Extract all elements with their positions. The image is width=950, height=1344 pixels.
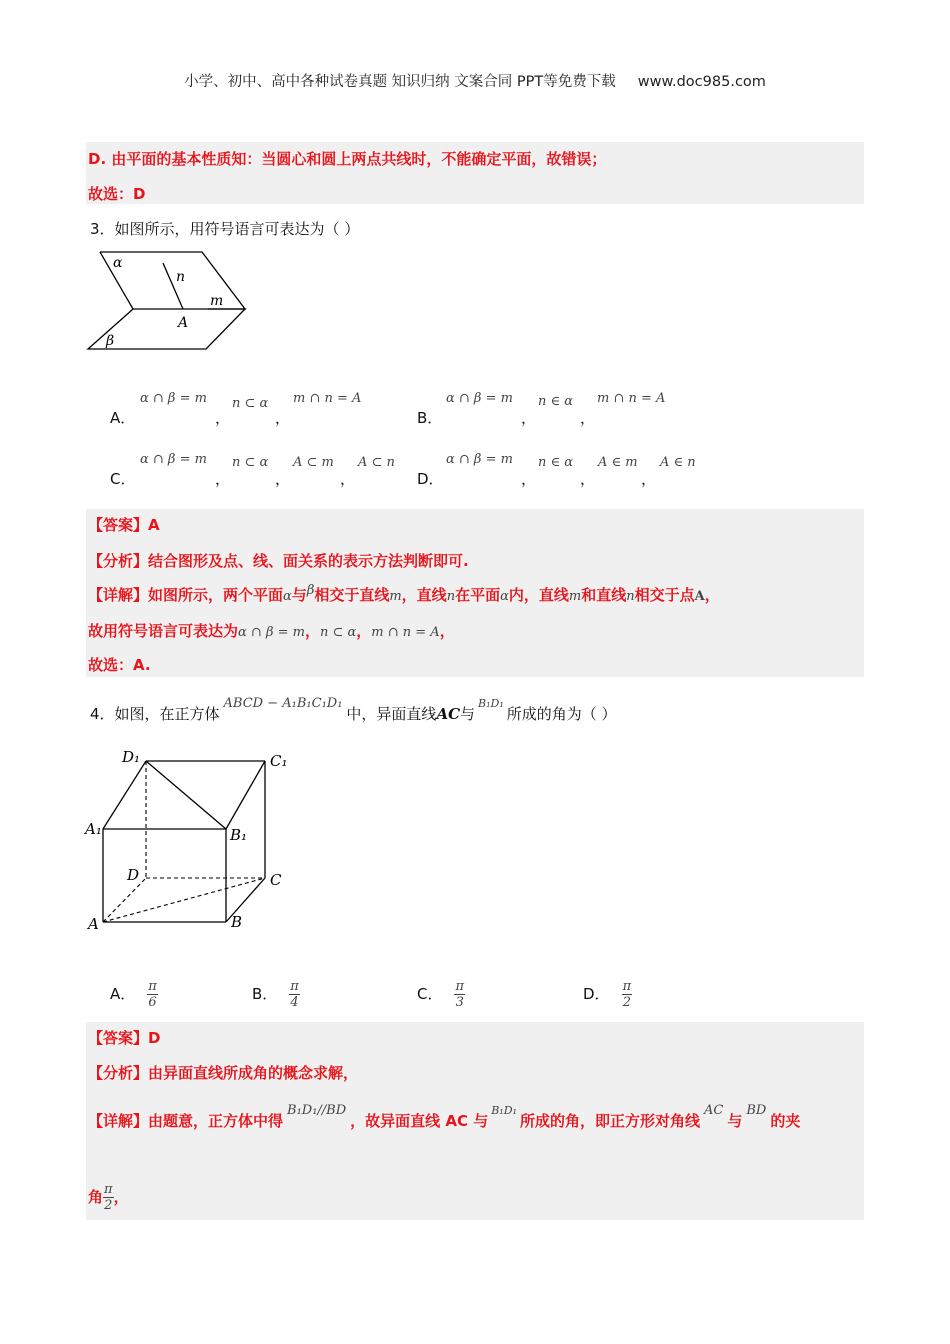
label-D: D (127, 866, 140, 884)
answer-box-q3 (86, 509, 864, 677)
q4-option-c-letter: C． (417, 985, 443, 1003)
frac-den: 2 (104, 1198, 113, 1213)
label-D1: D₁ (122, 748, 141, 766)
q3-option-a-expr2: n ⊂ α (232, 396, 269, 411)
q3-choose: 故选：A. (88, 656, 151, 674)
label-m: m (210, 293, 224, 309)
q3-detail-line2 (88, 620, 455, 641)
q4-detail-line1 (88, 1103, 801, 1131)
q4-detail2-text: ， (113, 1188, 129, 1206)
label-A1: A₁ (85, 820, 102, 838)
q3-stem: 3．如图所示，用符号语言可表达为（ ） (90, 220, 360, 238)
q4-option-d-frac (622, 979, 633, 1010)
q3-option-c-expr4: A ⊂ n (358, 455, 395, 470)
box1-choose: 故选：D (88, 185, 146, 203)
edge-C1B1 (226, 761, 265, 829)
frac-num: π (455, 979, 465, 994)
q3-detail-text: 在平面 (455, 586, 501, 604)
header-url[interactable]: www.doc985.com (637, 74, 766, 90)
q4-analysis: 【分析】由异面直线所成角的概念求解， (88, 1064, 359, 1082)
q4-detail-line2 (88, 1182, 129, 1213)
edge-AD (103, 878, 146, 922)
q4-detail-text: ，故异面直线 AC 与 (350, 1112, 489, 1130)
comma: ， (521, 409, 537, 427)
q3-detail-line1 (88, 584, 720, 605)
q4-option-b-letter: B． (252, 985, 278, 1003)
q4-detail-expr: AC (703, 1103, 724, 1118)
q4-option-c[interactable] (417, 979, 465, 1010)
q3-detail2-text: ， (439, 622, 455, 640)
q4-stem-text: 与 (460, 705, 476, 723)
q3-option-b-expr2: n ∈ α (538, 394, 574, 409)
q3-detail2-prefix: 故用符号语言可表达为 (88, 622, 239, 640)
q4-stem-ac: AC (436, 705, 461, 723)
frac-den: 6 (148, 995, 157, 1010)
label-C: C (270, 871, 282, 889)
q3-option-a-expr1: α ∩ β = m (140, 391, 207, 406)
q3-detail-alpha: α (283, 589, 292, 604)
q4-option-a[interactable] (110, 979, 158, 1010)
q4-detail-prefix: 【详解】由题意，正方体中得 (88, 1112, 284, 1130)
q4-option-b-frac (289, 979, 300, 1010)
q3-detail-text: ，直线 (401, 586, 447, 604)
label-C1: C₁ (270, 752, 288, 770)
q4-detail2-frac (103, 1182, 114, 1213)
label-B: B (231, 913, 243, 931)
q3-detail-beta: β (306, 583, 315, 598)
q4-detail-text: 与 (727, 1112, 743, 1130)
answer-box-q4 (86, 1022, 864, 1220)
q4-option-d[interactable] (583, 979, 632, 1010)
q3-detail-alpha: α (500, 589, 509, 604)
page-header (0, 70, 950, 91)
q3-detail2-text: ， (304, 622, 320, 640)
comma: ， (641, 470, 657, 488)
q3-detail-A: A (694, 589, 705, 604)
frac-den: 4 (290, 995, 299, 1010)
label-B1: B₁ (230, 826, 248, 844)
q4-detail-text: 所成的角，即正方形对角线 (519, 1112, 700, 1130)
answer-box-q2 (86, 142, 864, 204)
q3-option-b-expr3: m ∩ n = A (597, 391, 666, 406)
q4-stem-text: 中，异面直线 (346, 705, 437, 723)
q3-detail-n: n (446, 589, 456, 604)
q3-detail2-expr: α ∩ β = m (238, 625, 305, 640)
q3-detail-text: 和直线 (581, 586, 627, 604)
q4-stem-prefix: 4．如图，在正方体 (90, 705, 220, 723)
q3-option-b-expr1: α ∩ β = m (446, 391, 513, 406)
q3-option-c-expr1: α ∩ β = m (140, 452, 207, 467)
q3-option-d-expr4: A ∈ n (660, 455, 696, 470)
comma: ， (215, 470, 231, 488)
q4-detail-expr: B₁D₁//BD (287, 1103, 347, 1118)
q4-answer: 【答案】D (88, 1029, 161, 1047)
q3-option-c-expr3: A ⊂ m (293, 455, 334, 470)
q4-detail-text: 的夹 (770, 1112, 801, 1130)
comma: ， (215, 409, 231, 427)
frac-num: π (290, 979, 299, 994)
q3-option-d-expr1: α ∩ β = m (446, 452, 513, 467)
q3-detail2-text: ， (356, 622, 372, 640)
q3-analysis: 【分析】结合图形及点、线、面关系的表示方法判断即可. (88, 552, 469, 570)
q3-detail-text: ， (704, 586, 720, 604)
edge-D1B1 (146, 761, 226, 829)
comma: ， (340, 470, 356, 488)
frac-num: π (148, 979, 157, 994)
box1-line1: D. 由平面的基本性质知：当圆心和圆上两点共线时，不能确定平面，故错误； (88, 150, 607, 168)
comma: ， (521, 470, 537, 488)
q3-detail2-expr: m ∩ n = A (371, 625, 440, 640)
q3-detail-n: n (626, 589, 635, 604)
q3-option-c-expr2: n ⊂ α (232, 455, 269, 470)
q3-option-b-letter[interactable]: B． (417, 409, 443, 427)
q3-detail2-expr: n ⊂ α (319, 625, 357, 640)
q3-detail-text: 相交于点 (634, 586, 695, 604)
frac-num: π (104, 1182, 113, 1197)
frac-num: π (622, 979, 632, 994)
q3-figure-planes (80, 245, 255, 357)
q4-stem-b1d1: B₁D₁ (478, 697, 504, 710)
q4-option-b[interactable] (252, 979, 300, 1010)
label-alpha: α (113, 255, 123, 271)
q3-option-d-expr3: A ∈ m (598, 455, 638, 470)
q4-detail-expr: BD (746, 1103, 767, 1118)
label-A: A (178, 315, 189, 331)
comma: ， (275, 409, 291, 427)
q4-detail-expr: B₁D₁ (491, 1104, 517, 1117)
q4-option-a-letter: A． (110, 985, 136, 1003)
q4-stem-cube: ABCD − A₁B₁C₁D₁ (223, 696, 343, 711)
frac-den: 2 (622, 995, 631, 1010)
label-A: A (88, 915, 99, 933)
q4-detail2-prefix: 角 (88, 1188, 104, 1206)
q3-option-d-expr2: n ∈ α (538, 455, 574, 470)
q3-option-a-letter[interactable]: A． (110, 409, 136, 427)
edge-A1D1 (103, 761, 146, 829)
label-n: n (176, 269, 186, 285)
q3-answer: 【答案】A (88, 516, 160, 534)
q3-option-a-expr3: m ∩ n = A (293, 391, 362, 406)
header-text: 小学、初中、高中各种试卷真题 知识归纳 文案合同 PPT等免费下载 (184, 74, 616, 90)
q4-figure-cube (82, 740, 292, 940)
q4-stem (90, 696, 617, 724)
label-beta: β (106, 333, 115, 349)
comma: ， (275, 470, 291, 488)
q3-option-d-letter[interactable]: D． (417, 470, 444, 488)
q3-detail-text: 与 (291, 586, 307, 604)
q3-option-c-letter[interactable]: C． (110, 470, 136, 488)
q3-detail-text: 内，直线 (508, 586, 569, 604)
q3-detail-m: m (568, 589, 582, 604)
comma: ， (580, 409, 596, 427)
q4-option-c-frac (454, 979, 465, 1010)
q3-detail-prefix: 【详解】如图所示，两个平面 (88, 586, 284, 604)
q3-detail-text: 相交于直线 (314, 586, 390, 604)
frac-den: 3 (455, 995, 464, 1010)
comma: ， (580, 470, 596, 488)
q3-detail-m: m (389, 589, 402, 604)
q4-stem-text: 所成的角为（ ） (506, 705, 617, 723)
q4-option-d-letter: D． (583, 985, 610, 1003)
q4-option-a-frac (147, 979, 158, 1010)
